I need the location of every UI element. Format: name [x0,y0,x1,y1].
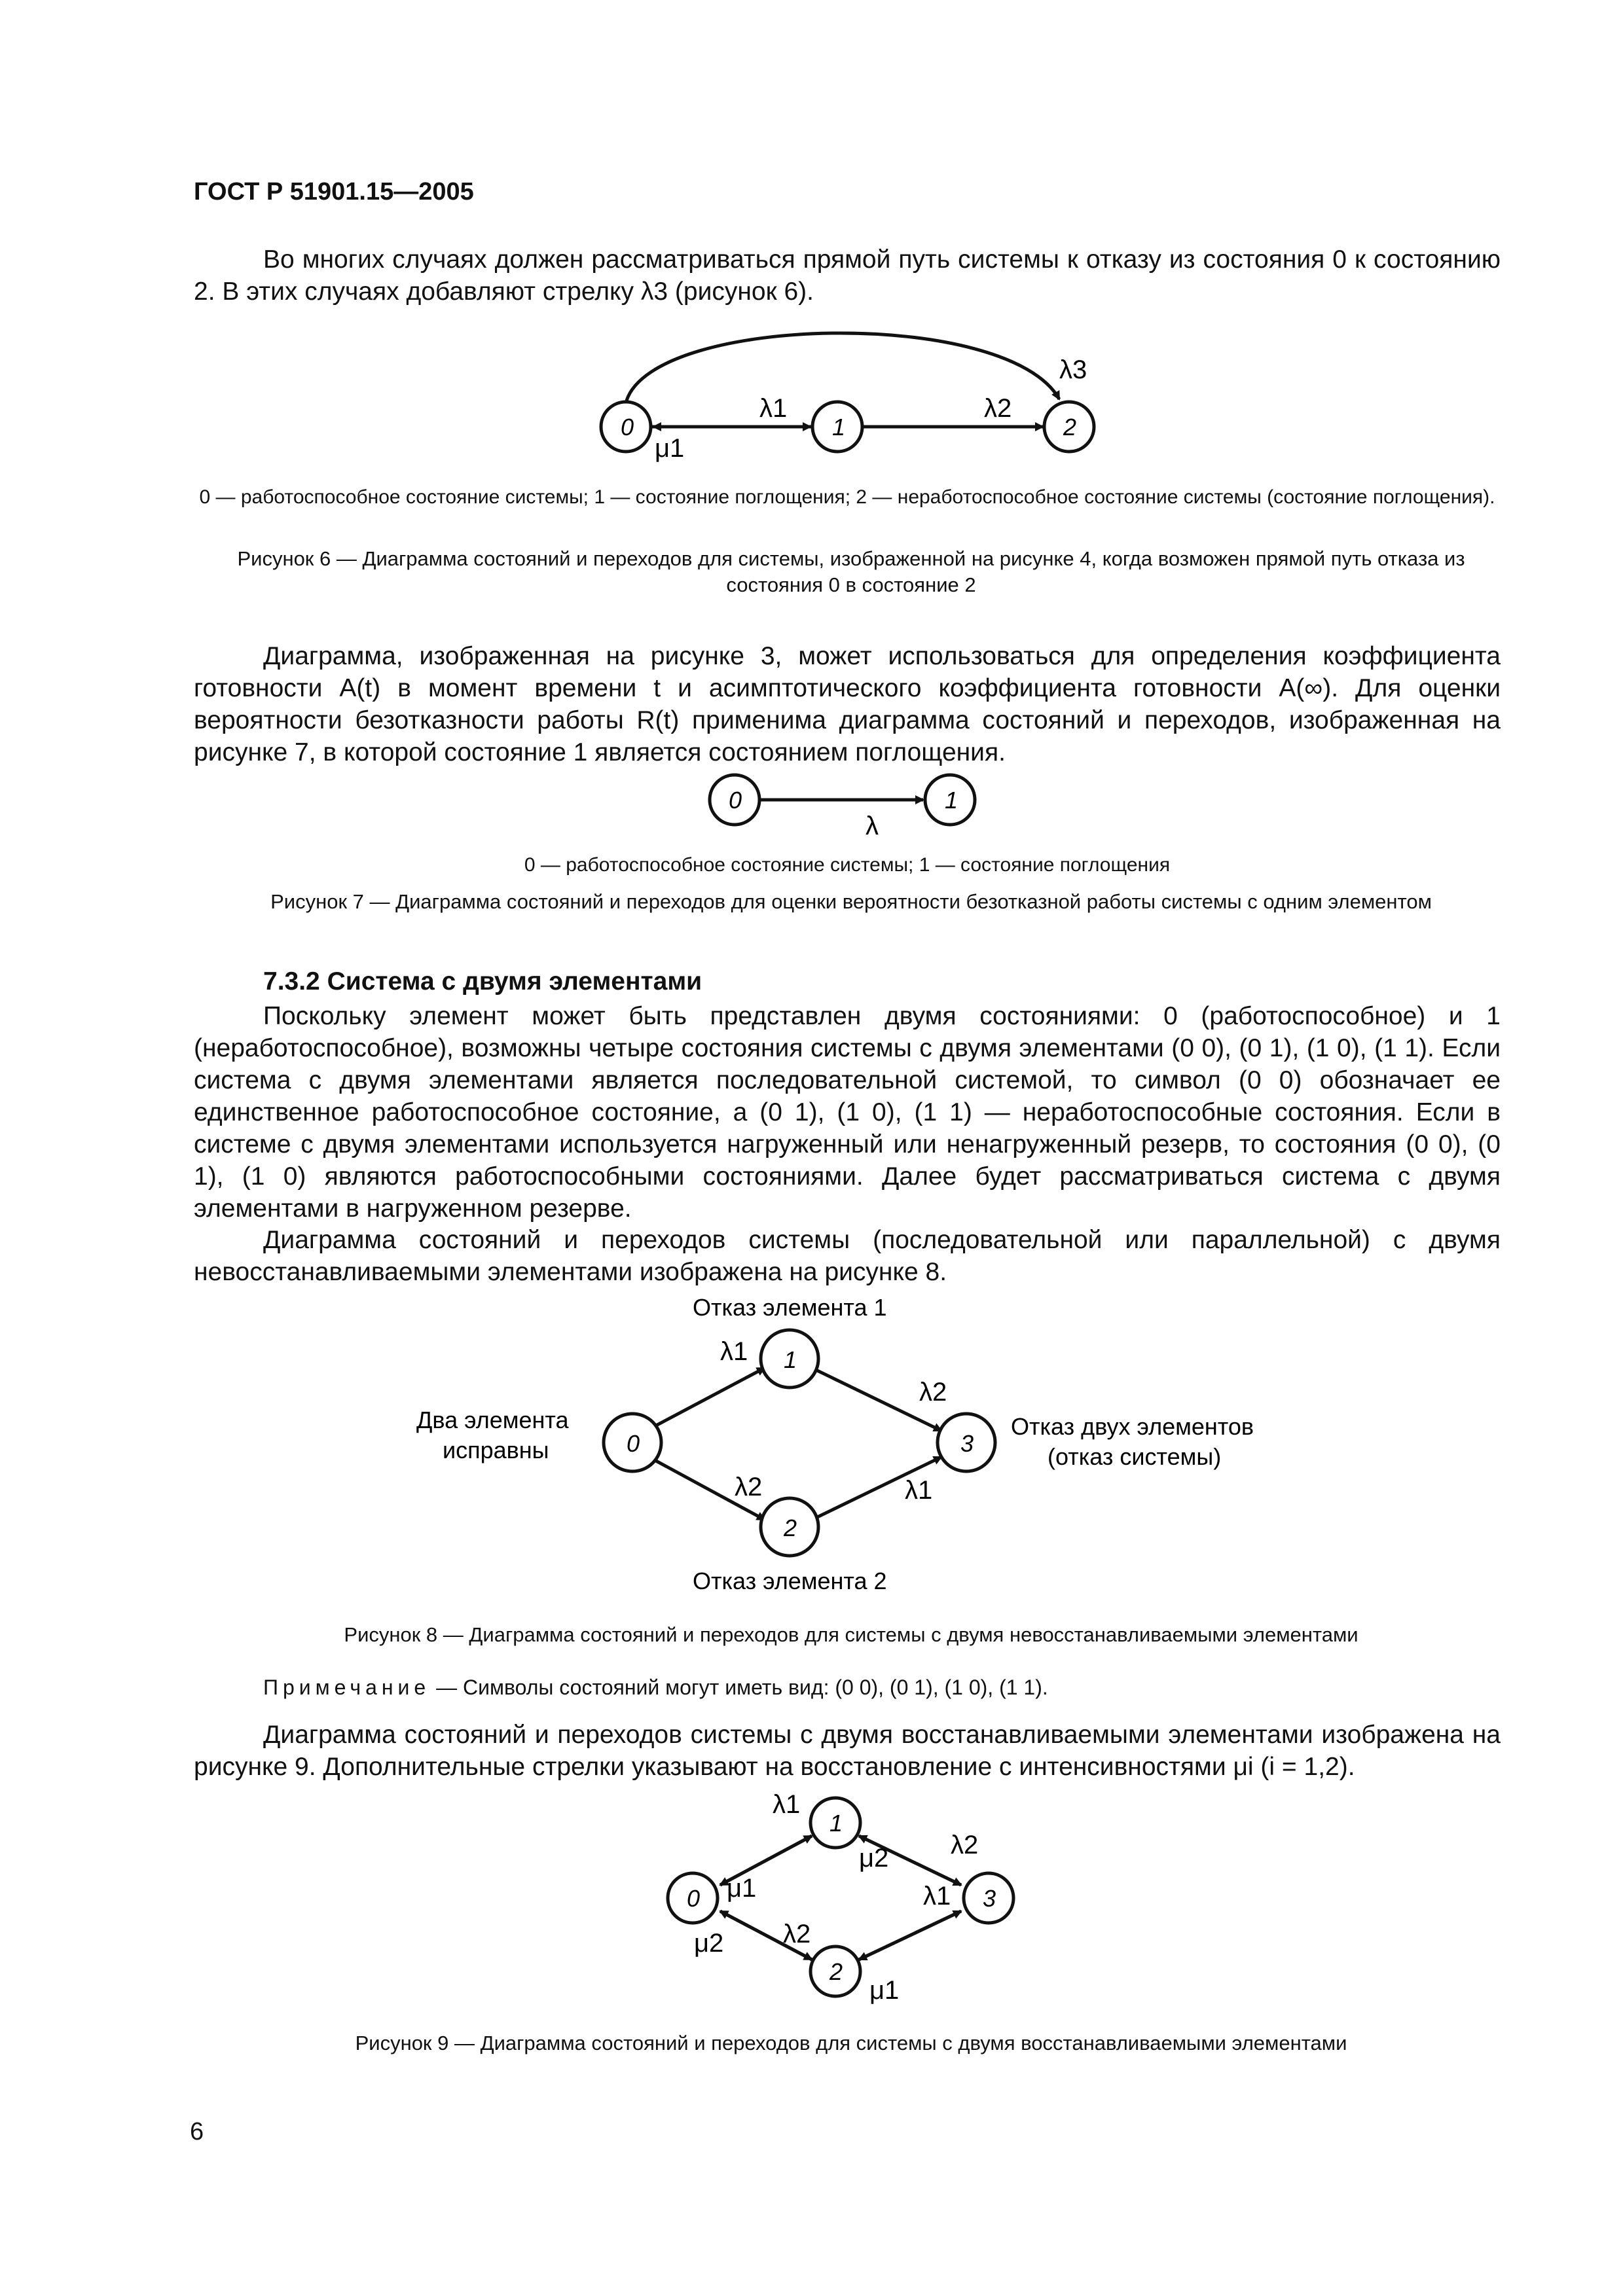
paragraph-repairable: Диаграмма состояний и переходов системы с двумя восстанавливаемыми элементами изображена на рисунке 9. Дополнительные стрелки указывают на восстановление с интенсивностями μi (i = 1,2). [194,1721,1501,1781]
fig8-lambda1-top: λ1 [720,1337,748,1366]
fig9-state-3-label: 3 [983,1885,996,1912]
fig8-text-top: Отказ элемента 1 [693,1294,887,1321]
state-1-label: 1 [832,414,846,440]
fig9-lambda1-right: λ1 [923,1882,951,1910]
fig9-mu1-left: μ1 [727,1874,757,1903]
fig7-state-1-label: 1 [945,787,958,814]
paragraph-nonrepairable: Диаграмма состояний и переходов системы (последовательной или параллельной) с двумя невосстанавливаемыми элементами изображена на рисунке 8. [194,1226,1501,1286]
fig9-mu2-top: μ2 [859,1844,889,1873]
fig7-lambda-label: λ [866,812,879,840]
fig8-lambda1-bottom: λ1 [905,1476,933,1505]
mu1-label: μ1 [655,434,685,463]
fig9-state-2-label: 2 [830,1958,843,1985]
figure-6-legend: 0 — работоспособное состояние системы; 1 — состояние поглощения; 2 — неработоспособное состояние системы (состояние поглощения). [199,486,1495,508]
paragraph-two-elements: Поскольку элемент может быть представлен двумя состояниями: 0 (работоспособное) и 1 (неработоспособное), возможны четыре состояния системы с двумя элементами (0 0), (0 1), (1 0), (1 1). Если система с двумя элементами является последовательной системой, то символ (0 0) обозначает ее единственное работоспособное состояние, а (0 1), (1 0), (1 1) — неработоспособные состояния. Если в системе с двумя элементами используется нагруженный или ненагруженный резерв, то состояния (0 0), (0 1), (1 0) являются работоспособными состояниями. Далее будет рассматриваться система с двумя элементами в нагруженном резерве. [194,1002,1501,1223]
fig7-state-0-label: 0 [729,787,742,814]
fig8-state-2-label: 2 [784,1515,797,1541]
fig8-text-left-2: исправны [443,1437,549,1463]
figure-8-caption: Рисунок 8 — Диаграмма состояний и переходов для системы с двумя невосстанавливаемыми элементами [344,1623,1359,1646]
fig9-mu1-bottom: μ1 [869,1976,900,2005]
fig8-text-right-2: (отказ системы) [1048,1443,1222,1470]
figure-9-caption: Рисунок 9 — Диаграмма состояний и переходов для системы с двумя восстанавливаемыми элементами [355,2032,1347,2054]
state-0-label: 0 [621,414,634,440]
edge-3-2-fig9 [859,1911,961,1960]
fig8-text-right-1: Отказ двух элементов [1011,1413,1254,1440]
fig9-lambda2-right: λ2 [951,1831,979,1859]
state-2-label: 2 [1063,414,1077,440]
lambda2-label: λ2 [984,394,1012,423]
page-number: 6 [190,2118,204,2145]
fig8-lambda2-top: λ2 [919,1378,947,1407]
fig8-text-bottom: Отказ элемента 2 [693,1568,887,1594]
lambda1-label: λ1 [759,394,788,423]
paragraph-availability: Диаграмма, изображенная на рисунке 3, может использоваться для определения коэффициента готовности A(t) в момент времени t и асимптотического коэффициента готовности A(∞). Для оценки вероятности безотказности работы R(t) применима диаграмма состояний и переходов, изображенная на рисунке 7, в которой состояние 1 является состоянием поглощения. [194,642,1501,766]
note-label: Примечание [263,1676,431,1699]
fig8-state-3-label: 3 [960,1430,974,1457]
document-header: ГОСТ Р 51901.15—2005 [194,178,474,206]
figure-7-legend: 0 — работоспособное состояние системы; 1 — состояние поглощения [524,854,1171,876]
fig9-mu2-left: μ2 [694,1929,724,1958]
fig9-state-0-label: 0 [687,1885,701,1912]
section-heading: 7.3.2 Система с двумя элементами [263,967,702,996]
fig9-lambda1-top: λ1 [773,1790,801,1819]
figure-7-caption: Рисунок 7 — Диаграмма состояний и переходов для оценки вероятности безотказной работы системы с одним элементом [270,890,1432,913]
fig8-lambda2-bottom: λ2 [735,1473,763,1501]
note-text: — Символы состояний могут иметь вид: (0 0), (0 1), (1 0), (1 1). [436,1676,1048,1699]
fig8-state-1-label: 1 [784,1346,797,1373]
fig8-text-left-1: Два элемента [416,1407,569,1433]
fig9-lambda2-bottom: λ2 [783,1920,811,1948]
fig9-state-1-label: 1 [830,1810,843,1837]
lambda3-label: λ3 [1059,355,1087,384]
fig8-state-0-label: 0 [627,1430,640,1457]
paragraph-direct-path: Во многих случаях должен рассматриваться прямой путь системы к отказу из состояния 0 к состоянию 2. В этих случаях добавляют стрелку λ3 (рисунок 6). [194,245,1501,306]
figure-6-caption: Рисунок 6 — Диаграмма состояний и переходов для системы, изображенной на рисунке 4, когда возможен прямой путь отказа из состояния 0 в состояние 2 [237,547,1465,596]
